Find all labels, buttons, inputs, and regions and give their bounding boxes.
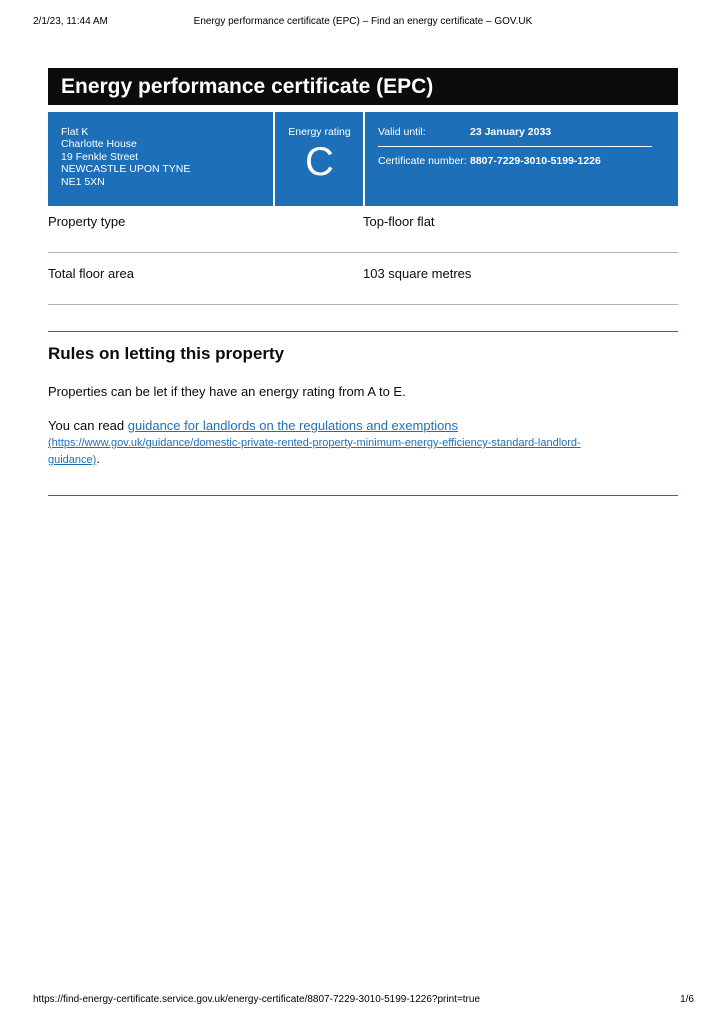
address-line: Flat K [61,126,89,138]
rules-heading: Rules on letting this property [48,344,285,363]
property-address [61,126,190,188]
guidance-link-url-cont[interactable]: guidance) [48,454,97,466]
summary-row-property-type [48,200,678,253]
address-line: 19 Fenkle Street [61,150,139,163]
guidance-link-url[interactable]: (https://www.gov.uk/guidance/domestic-private-rented-property-minimum-energy-efficiency-standard-landlord- [48,437,581,449]
panel-rule [378,146,652,147]
certificate-number-label: Certificate number: [378,155,467,167]
print-date: 2/1/23, 11:44 AM [33,16,108,27]
address-line: Charlotte House [61,138,137,151]
print-page-number: 1/6 [680,994,694,1005]
summary-key: Property type [48,214,126,229]
valid-until-value: 23 January 2033 [470,126,552,138]
section-divider [48,495,678,496]
guidance-paragraph [48,418,678,468]
summary-value: Top-floor flat [363,214,435,229]
guidance-suffix: . [96,451,100,466]
certificate-number-value: 8807-7229-3010-5199-1226 [470,155,601,167]
panel-divider [363,112,365,206]
energy-rating-box [275,112,364,206]
page-title: Energy performance certificate (EPC) [48,68,678,105]
section-divider [48,331,678,332]
valid-until-label: Valid until: [378,126,426,138]
print-header [0,16,726,30]
guidance-prefix: You can read [48,418,128,433]
summary-value: 103 square metres [363,266,472,281]
summary-row-floor-area [48,252,678,305]
rules-paragraph: Properties can be let if they have an energy rating from A to E. [48,384,406,399]
print-footer [0,994,726,1008]
epc-summary-panel [48,112,678,206]
guidance-link[interactable]: guidance for landlords on the regulations and exemptions [127,418,459,433]
address-line: NE1 5XN [61,175,105,188]
address-line: NEWCASTLE UPON TYNE [61,163,191,176]
print-url: https://find-energy-certificate.service.gov.uk/energy-certificate/8807-7229-3010-5199-1226?print=true [33,994,481,1005]
energy-rating-label: Energy rating [288,126,351,138]
energy-rating-letter: C [305,140,334,184]
summary-key: Total floor area [48,266,134,281]
print-doc-title: Energy performance certificate (EPC) – Find an energy certificate – GOV.UK [193,16,533,27]
